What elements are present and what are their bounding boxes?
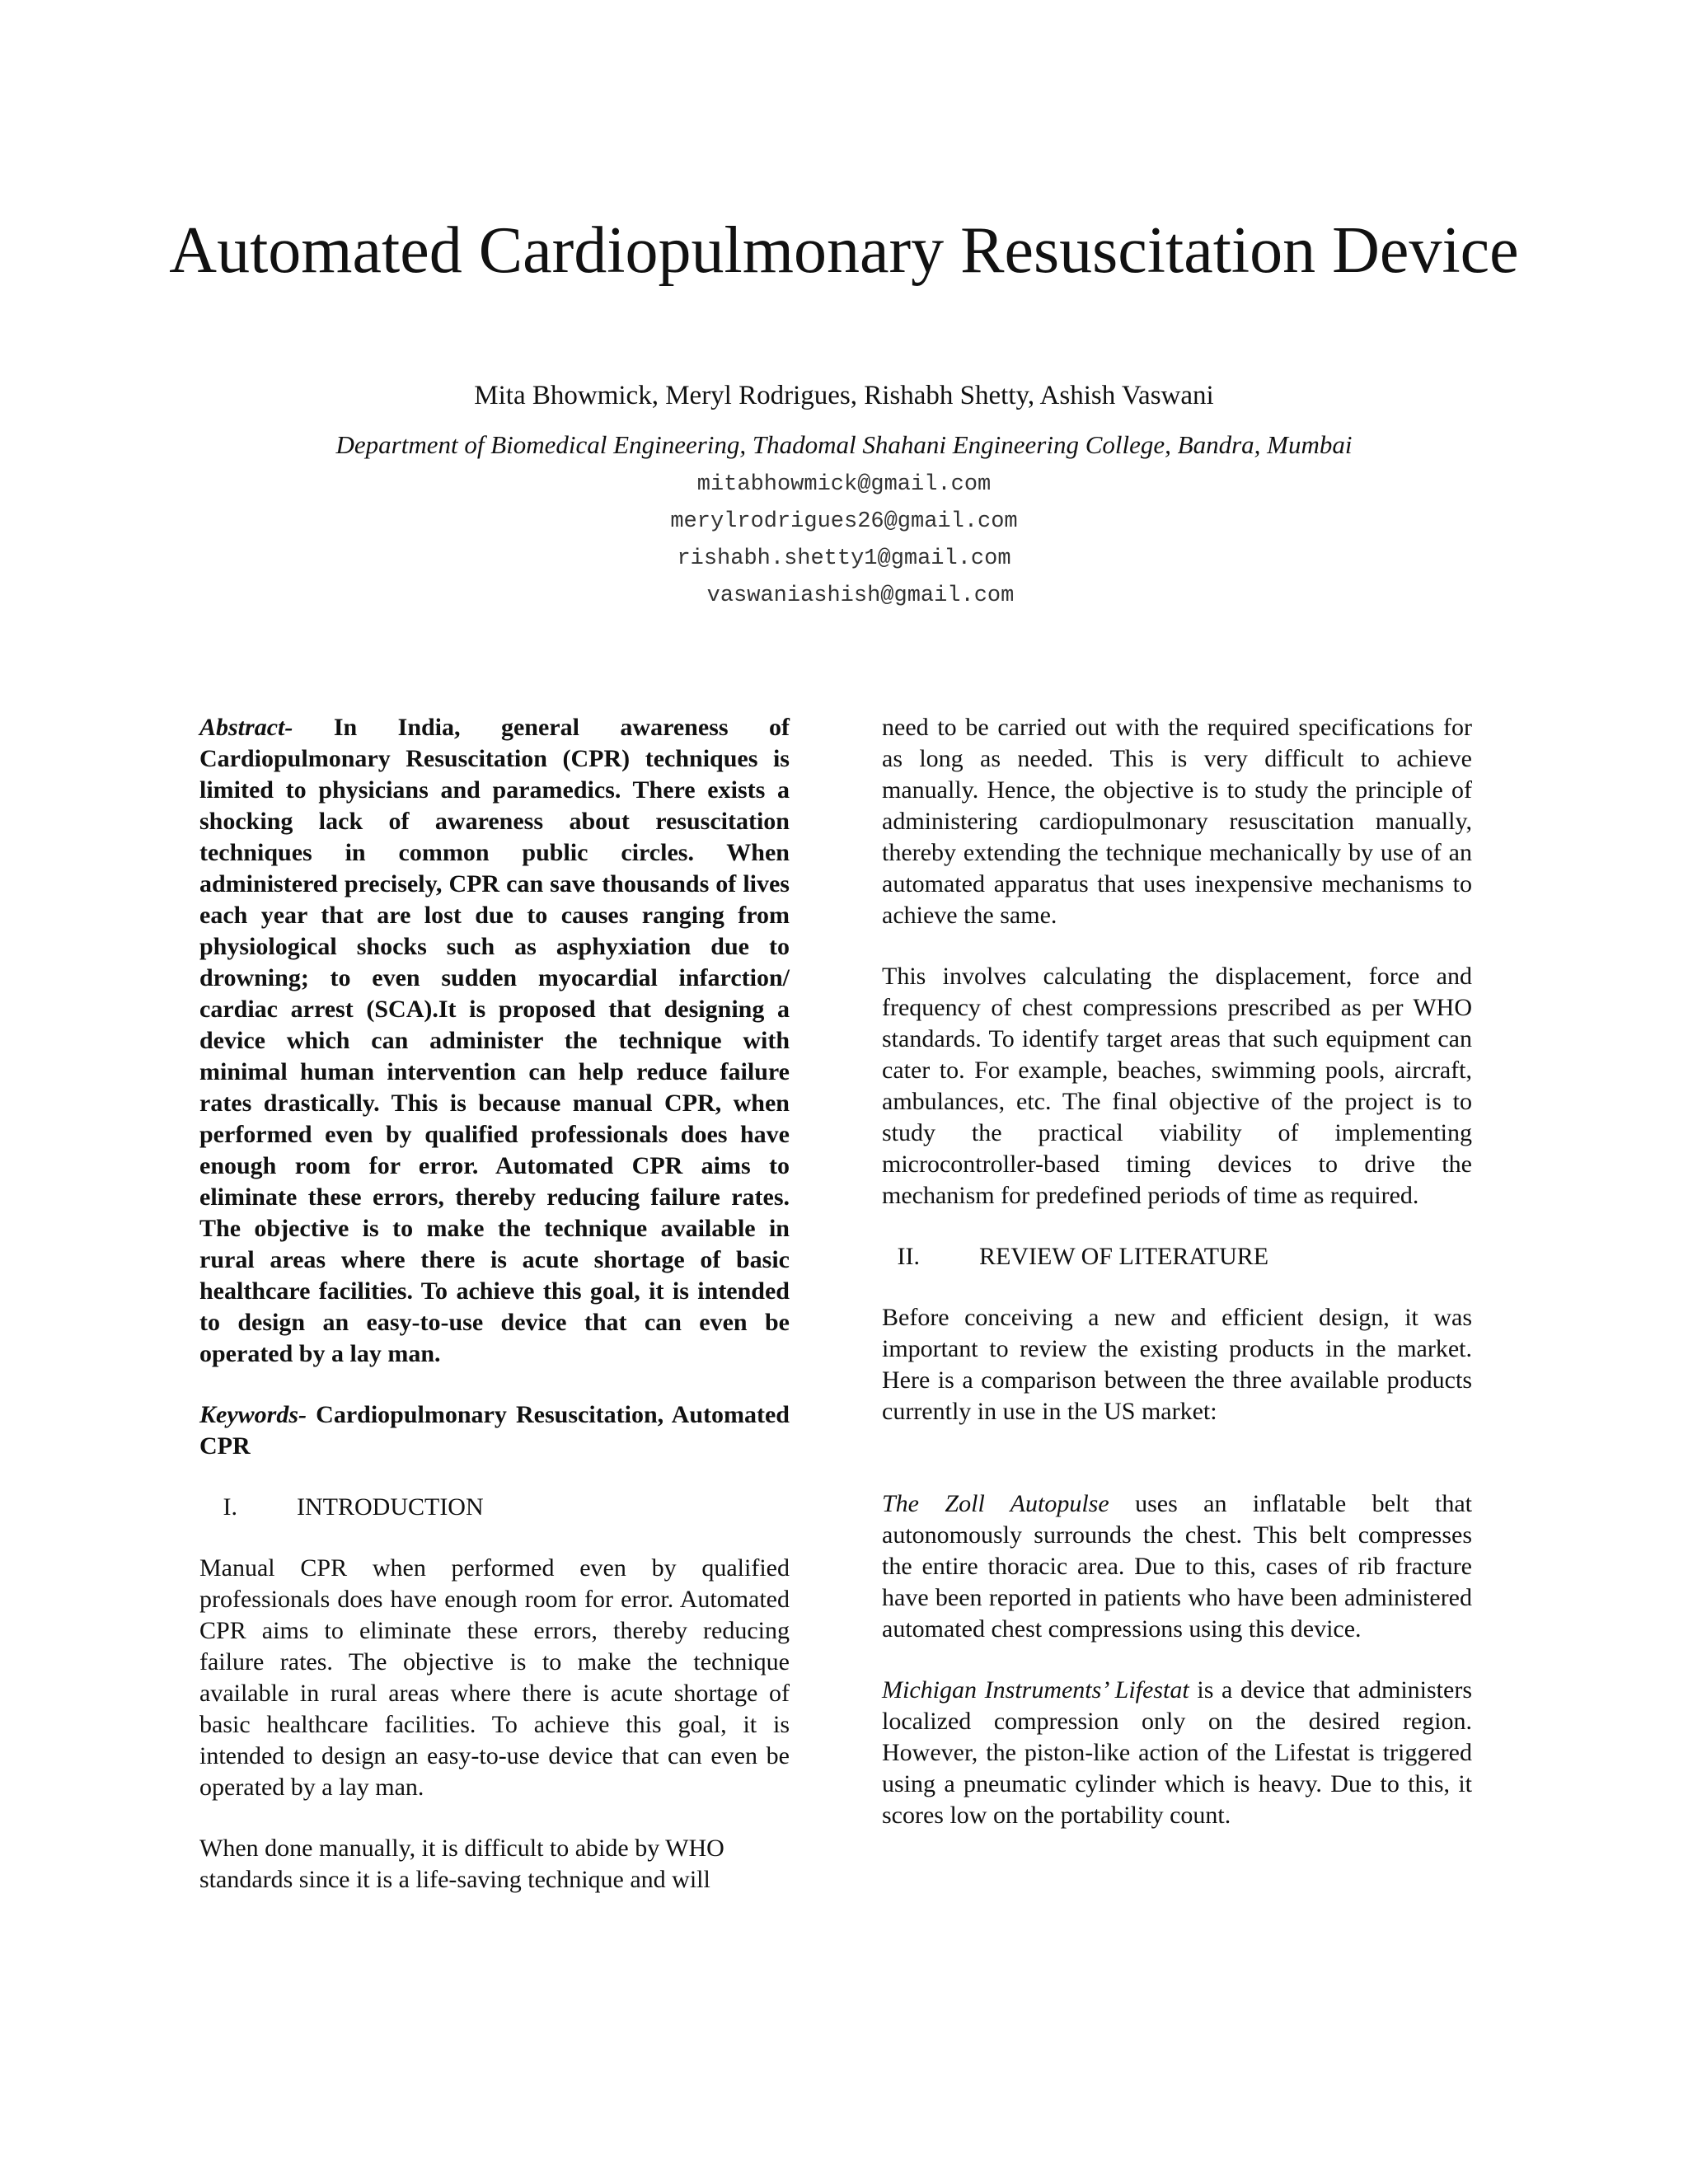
email-2: merylrodrigues26@gmail.com (670, 509, 1018, 534)
product-description: is a device that administers localized compression only on the desired region. However, the piston-like action of the Lifestat is triggered using a pneumatic cylinder which is heavy. Due to this, it scores low on the portability count. (882, 1676, 1472, 1829)
left-column (199, 712, 790, 1925)
affiliation: Department of Biomedical Engineering, Thadomal Shahani Engineering College, Bandra, Mumbai (335, 430, 1353, 459)
review-paragraph-zoll (882, 1488, 1472, 1645)
intro-paragraph-1: Manual CPR when performed even by qualified professionals does have enough room for error. Automated CPR aims to eliminate these errors, thereby reducing failure rates. The objective is to make the technique available in rural areas where there is acute shortage of basic healthcare facilities. To achieve this goal, it is intended to design an easy-to-use device that can even be operated by a lay man. (199, 1554, 790, 1801)
abstract-label: Abstract- (199, 714, 293, 741)
section-title: REVIEW OF LITERATURE (979, 1243, 1269, 1270)
email-1: mitabhowmick@gmail.com (696, 472, 992, 497)
section-heading-review (882, 1241, 1472, 1272)
section-number: II. (897, 1243, 920, 1270)
intro-paragraph-2: When done manually, it is difficult to abide by WHO standards since it is a life-saving technique and will (199, 1835, 724, 1893)
abstract-text: In India, general awareness of Cardiopulmonary Resuscitation (CPR) techniques is limited to physicians and paramedics. There exists a shocking lack of awareness about resuscitation techniques in common public circles. When administered precisely, CPR can save thousands of lives each year that are lost due to causes ranging from physiological shocks such as asphyxiation due to drowning; to even sudden myocardial infarction/ cardiac arrest (SCA).It is proposed that designing a device which can administer the technique with minimal human intervention can help reduce failure rates drastically. This is because manual CPR, when performed even by qualified professionals does have enough room for error. Automated CPR aims to eliminate these errors, thereby reducing failure rates. The objective is to make the technique available in rural areas where there is acute shortage of basic healthcare facilities. To achieve this goal, it is intended to design an easy-to-use device that can even be operated by a lay man. (199, 714, 790, 1367)
keywords-label: Keywords- (199, 1401, 307, 1428)
product-name: Michigan Instruments’ Lifestat (882, 1676, 1189, 1704)
section-number: I. (223, 1493, 237, 1521)
product-description: uses an inflatable belt that autonomously surrounds the chest. This belt compresses the entire thoracic area. Due to this, cases of rib fracture have been reported in patients who have been administered automated chest compressions using this device. (882, 1490, 1472, 1643)
spacer (882, 1457, 1472, 1488)
abstract (199, 712, 790, 1370)
intro-paragraph-4: This involves calculating the displacement, force and frequency of chest compressions prescribed as per WHO standards. To identify target areas that such equipment can cater to. For example, beaches, swimming pools, aircraft, ambulances, etc. The final objective of the project is to study the practical viability of implementing microcontroller-based timing devices to drive the mechanism for predefined periods of time as required. (882, 963, 1472, 1209)
paper-title: Automated Cardiopulmonary Resuscitation Device (169, 214, 1519, 287)
email-3: rishabh.shetty1@gmail.com (677, 546, 1011, 571)
review-paragraph-lifestat (882, 1675, 1472, 1831)
right-column (882, 712, 1472, 1861)
email-list (132, 466, 1556, 615)
intro-paragraph-3: need to be carried out with the required specifications for as long as needed. This is very difficult to achieve manually. Hence, the objective is to study the principle of administering cardiopulmonary resuscitation manually, thereby extending the technique mechanically by use of an automated apparatus that uses inexpensive mechanisms to achieve the same. (882, 714, 1472, 929)
email-4: vaswaniashish@gmail.com (706, 583, 1015, 608)
section-title: INTRODUCTION (297, 1493, 484, 1521)
keywords (199, 1399, 790, 1462)
section-heading-introduction (199, 1492, 790, 1523)
keywords-text: Cardiopulmonary Resuscitation, Automated CPR (199, 1401, 790, 1460)
author-list: Mita Bhowmick, Meryl Rodrigues, Rishabh Shetty, Ashish Vaswani (474, 381, 1214, 410)
product-name: The Zoll Autopulse (882, 1490, 1109, 1517)
review-paragraph-1: Before conceiving a new and efficient design, it was important to review the existing products in the market. Here is a comparison between the three available products currently in use in the US market: (882, 1304, 1472, 1425)
